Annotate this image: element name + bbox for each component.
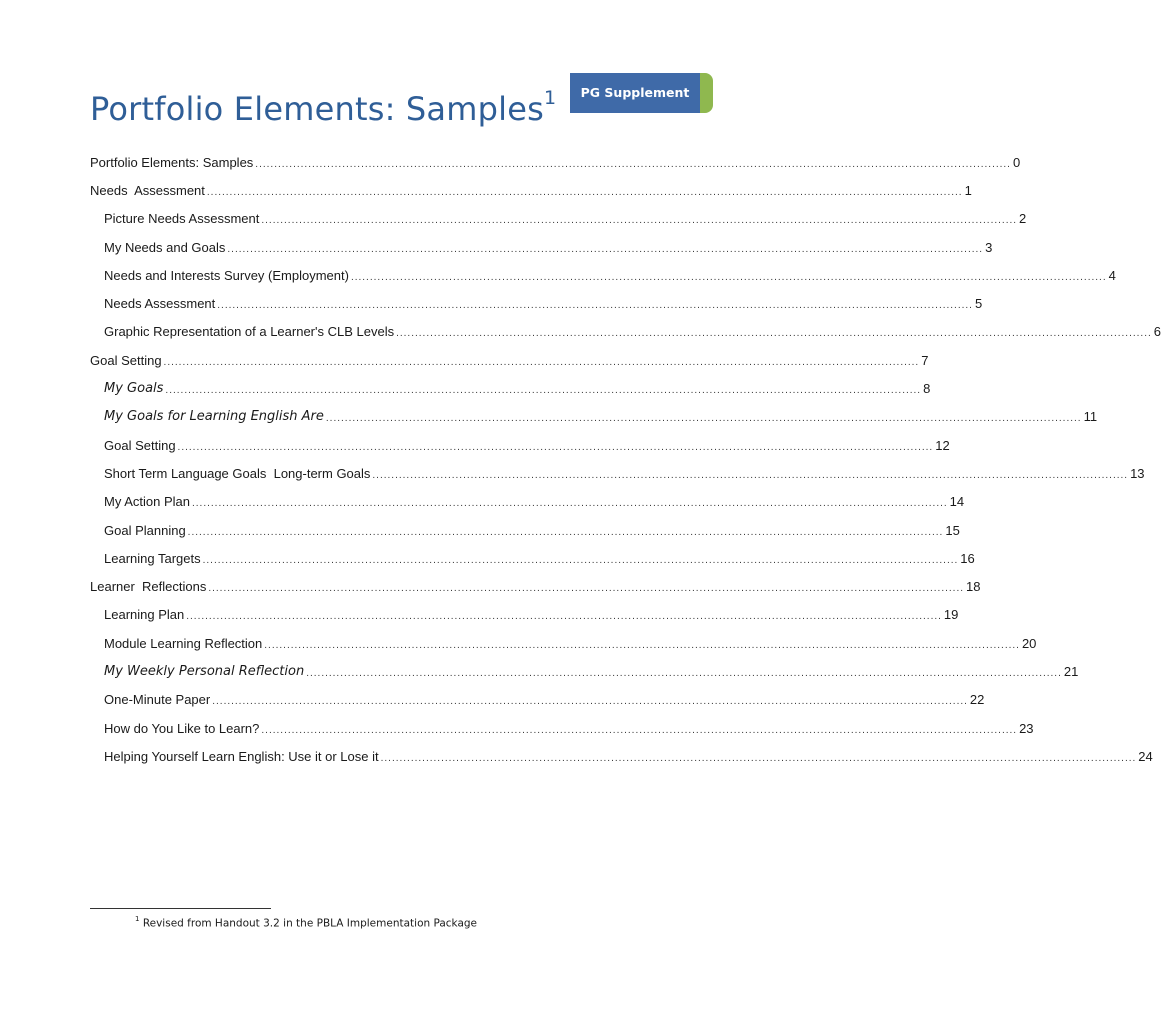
toc-entry-title: One-Minute Paper [104,692,211,708]
toc-entry-page: 23 [1019,720,1034,736]
toc-entry-page: 0 [1012,154,1021,170]
page-title [90,87,557,128]
toc-entry-title: Needs Assessment [104,296,216,312]
toc-entry[interactable] [90,205,1027,233]
toc-entry-page: 2 [1019,211,1027,227]
table-of-contents [90,148,1161,771]
toc-dot-leader: ........................................................................................................................................................................................................ [165,385,922,397]
toc-dot-leader: ........................................................................................................................................................................................................ [396,328,1152,340]
footnote-text: Revised from Handout 3.2 in the PBLA Implementation Package [142,917,478,930]
toc-entry-title: Learner Reflections [90,579,207,595]
toc-entry-title: Goal Planning [104,522,186,538]
toc-entry-title: Needs Assessment [90,182,205,198]
toc-entry[interactable] [90,176,972,204]
toc-dot-leader: ........................................................................................................................................................................................................ [177,441,934,453]
toc-entry-title: My Weekly Personal Reflection [104,663,305,679]
toc-entry-page: 4 [1108,267,1116,283]
toc-entry[interactable] [90,544,975,572]
toc-entry[interactable] [90,459,1145,487]
toc-entry-page: 11 [1083,409,1098,425]
toc-entry-page: 21 [1063,663,1079,679]
toc-entry[interactable] [90,403,1098,431]
toc-dot-leader: ........................................................................................................................................................................................................ [192,498,948,510]
toc-entry[interactable] [90,346,929,374]
toc-entry-title: Graphic Representation of a Learner's CLB Levels [104,324,395,340]
toc-entry-title: Helping Yourself Learn English: Use it or Lose it [104,748,379,764]
toc-entry[interactable] [90,233,993,261]
toc-dot-leader: ........................................................................................................................................................................................................ [202,554,959,566]
toc-dot-leader: ........................................................................................................................................................................................................ [264,639,1020,651]
page-title-text: Portfolio Elements: Samples [90,90,544,128]
toc-entry-page: 16 [960,550,975,566]
toc-entry-page: 13 [1130,465,1145,481]
toc-dot-leader: ........................................................................................................................................................................................................ [261,724,1018,736]
toc-entry[interactable] [90,488,965,516]
toc-entry-title: Goal Setting [90,352,162,368]
toc-entry[interactable] [90,657,1079,685]
toc-entry[interactable] [90,686,985,714]
toc-dot-leader: ........................................................................................................................................................................................................ [380,752,1137,764]
toc-entry-page: 8 [923,381,931,397]
badge-tab [700,73,713,113]
toc-entry-page: 18 [966,579,981,595]
toc-entry-title: Learning Targets [104,550,201,566]
toc-entry[interactable] [90,601,959,629]
toc-entry-title: Needs and Interests Survey (Employment) [104,267,349,283]
toc-entry[interactable] [90,374,931,402]
toc-entry[interactable] [90,148,1021,176]
toc-entry-title: Picture Needs Assessment [104,211,260,227]
toc-entry[interactable] [90,431,950,459]
toc-entry-title: Short Term Language Goals Long-term Goals [104,465,371,481]
toc-entry-page: 24 [1138,748,1153,764]
toc-dot-leader: ........................................................................................................................................................................................................ [212,696,968,708]
toc-entry-page: 15 [945,522,960,538]
toc-dot-leader: ........................................................................................................................................................................................................ [187,526,944,538]
toc-entry-page: 1 [964,182,972,198]
toc-dot-leader: ........................................................................................................................................................................................................ [325,413,1082,425]
toc-entry[interactable] [90,714,1034,742]
toc-entry-page: 12 [935,437,950,453]
toc-dot-leader: ........................................................................................................................................................................................................ [350,271,1107,283]
toc-dot-leader: ........................................................................................................................................................................................................ [306,667,1062,679]
toc-entry[interactable] [90,318,1161,346]
toc-entry-page: 3 [985,239,993,255]
toc-dot-leader: ........................................................................................................................................................................................................ [261,215,1018,227]
toc-entry[interactable] [90,516,960,544]
toc-entry-title: Module Learning Reflection [104,635,263,651]
toc-dot-leader: ........................................................................................................................................................................................................ [186,611,942,623]
toc-dot-leader: ........................................................................................................................................................................................................ [217,300,973,312]
toc-dot-leader: ........................................................................................................................................................................................................ [208,583,965,595]
toc-entry[interactable] [90,742,1153,770]
toc-dot-leader: ........................................................................................................................................................................................................ [227,243,984,255]
toc-entry[interactable] [90,261,1116,289]
toc-entry-page: 5 [974,296,983,312]
toc-entry-title: My Goals [104,381,164,397]
pg-supplement-badge [570,73,713,113]
toc-entry-title: My Needs and Goals [104,239,226,255]
toc-entry[interactable] [90,572,981,600]
footnote-mark: 1 [135,915,140,923]
toc-entry-title: Portfolio Elements: Samples [90,154,254,170]
toc-entry-title: My Goals for Learning English Are [104,409,324,425]
toc-entry-page: 14 [949,494,965,510]
toc-entry-page: 6 [1153,324,1161,340]
toc-entry-title: Goal Setting [104,437,176,453]
toc-dot-leader: ........................................................................................................................................................................................................ [372,469,1129,481]
footnote-divider [90,908,271,909]
title-footnote-mark: 1 [543,87,557,110]
toc-dot-leader: ........................................................................................................................................................................................................ [255,158,1011,170]
toc-entry-page: 7 [921,352,929,368]
footnote [135,916,477,930]
toc-entry-page: 19 [943,607,959,623]
toc-entry-title: Learning Plan [104,607,185,623]
toc-entry-title: My Action Plan [104,494,190,510]
toc-entry-page: 20 [1021,635,1037,651]
toc-entry-title: How do You Like to Learn? [104,720,260,736]
toc-dot-leader: ........................................................................................................................................................................................................ [163,356,920,368]
toc-dot-leader: ........................................................................................................................................................................................................ [206,186,963,198]
toc-entry[interactable] [90,289,983,317]
badge-label: PG Supplement [570,73,700,113]
toc-entry[interactable] [90,629,1037,657]
toc-entry-page: 22 [969,692,985,708]
